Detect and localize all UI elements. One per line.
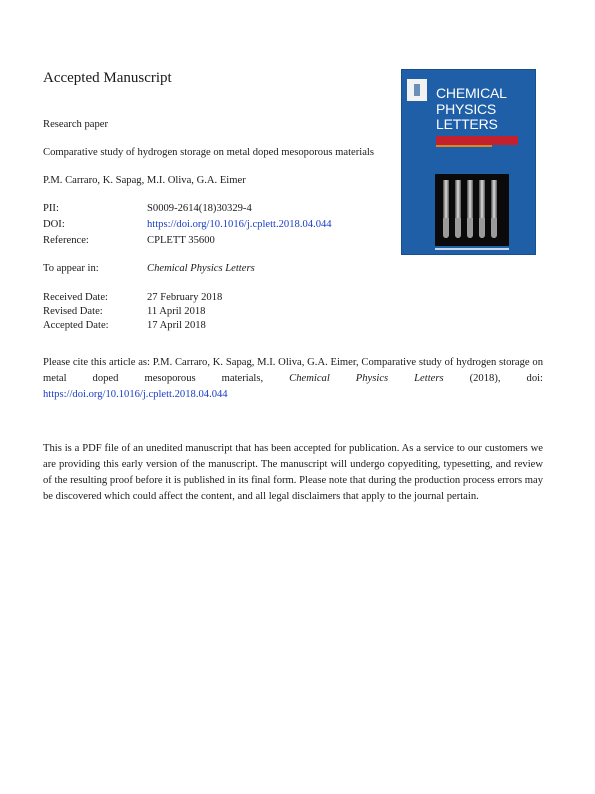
received-date-label: Received Date: [43, 292, 109, 303]
article-title: Comparative study of hydrogen storage on metal doped mesoporous materials [43, 147, 374, 158]
citation-paragraph [43, 355, 543, 403]
journal-cover-image [401, 69, 536, 255]
accepted-date-value: 17 April 2018 [147, 320, 206, 331]
pii-value: S0009-2614(18)30329-4 [147, 203, 252, 214]
page-title: Accepted Manuscript [43, 70, 172, 86]
cover-orange-stripe [436, 145, 492, 147]
citation-journal: Chemical Physics Letters [289, 373, 444, 384]
reference-label: Reference: [43, 235, 89, 246]
received-date-value: 27 February 2018 [147, 292, 223, 303]
article-authors: P.M. Carraro, K. Sapag, M.I. Oliva, G.A. Eimer [43, 175, 246, 186]
revised-date-value: 11 April 2018 [147, 306, 206, 317]
citation-doi-link[interactable]: https://doi.org/10.1016/j.cplett.2018.04.044 [43, 389, 228, 400]
to-appear-journal: Chemical Physics Letters [147, 263, 255, 274]
test-tube [491, 180, 497, 238]
test-tube [467, 180, 473, 238]
disclaimer-paragraph: This is a PDF file of an unedited manuscript that has been accepted for publication. As a service to our customers we are providing this early version of the manuscript. The manuscript will undergo copyediting, typesetting, and review of the resulting proof before it is published in its final form. Please note that during the production process errors may be discovered which could affect the content, and all legal disclaimers that apply to the journal pertain. [43, 443, 543, 502]
citation-middle: (2018), doi: [443, 373, 543, 384]
doi-link[interactable]: https://doi.org/10.1016/j.cplett.2018.04.044 [147, 219, 332, 230]
test-tube [479, 180, 485, 238]
cover-journal-name: CHEMICAL PHYSICS LETTERS [436, 85, 507, 132]
revised-date-label: Revised Date: [43, 306, 103, 317]
publisher-logo-icon [407, 79, 427, 101]
cover-photo-caption [435, 248, 509, 250]
article-section: Research paper [43, 119, 108, 130]
pii-label: PII: [43, 203, 59, 214]
to-appear-label: To appear in: [43, 263, 99, 274]
doi-label: DOI: [43, 219, 65, 230]
citation-prefix: Please cite this article as: P.M. Carraro, K. Sapag, M.I. Oliva, G.A. Eimer, Comparative study of hydrogen storage on metal doped mesoporous materials, [43, 357, 543, 384]
test-tube [443, 180, 449, 238]
cover-red-stripe [436, 136, 518, 145]
reference-value: CPLETT 35600 [147, 235, 215, 246]
accepted-date-label: Accepted Date: [43, 320, 109, 331]
test-tube [455, 180, 461, 238]
test-tubes-photo [435, 174, 509, 246]
